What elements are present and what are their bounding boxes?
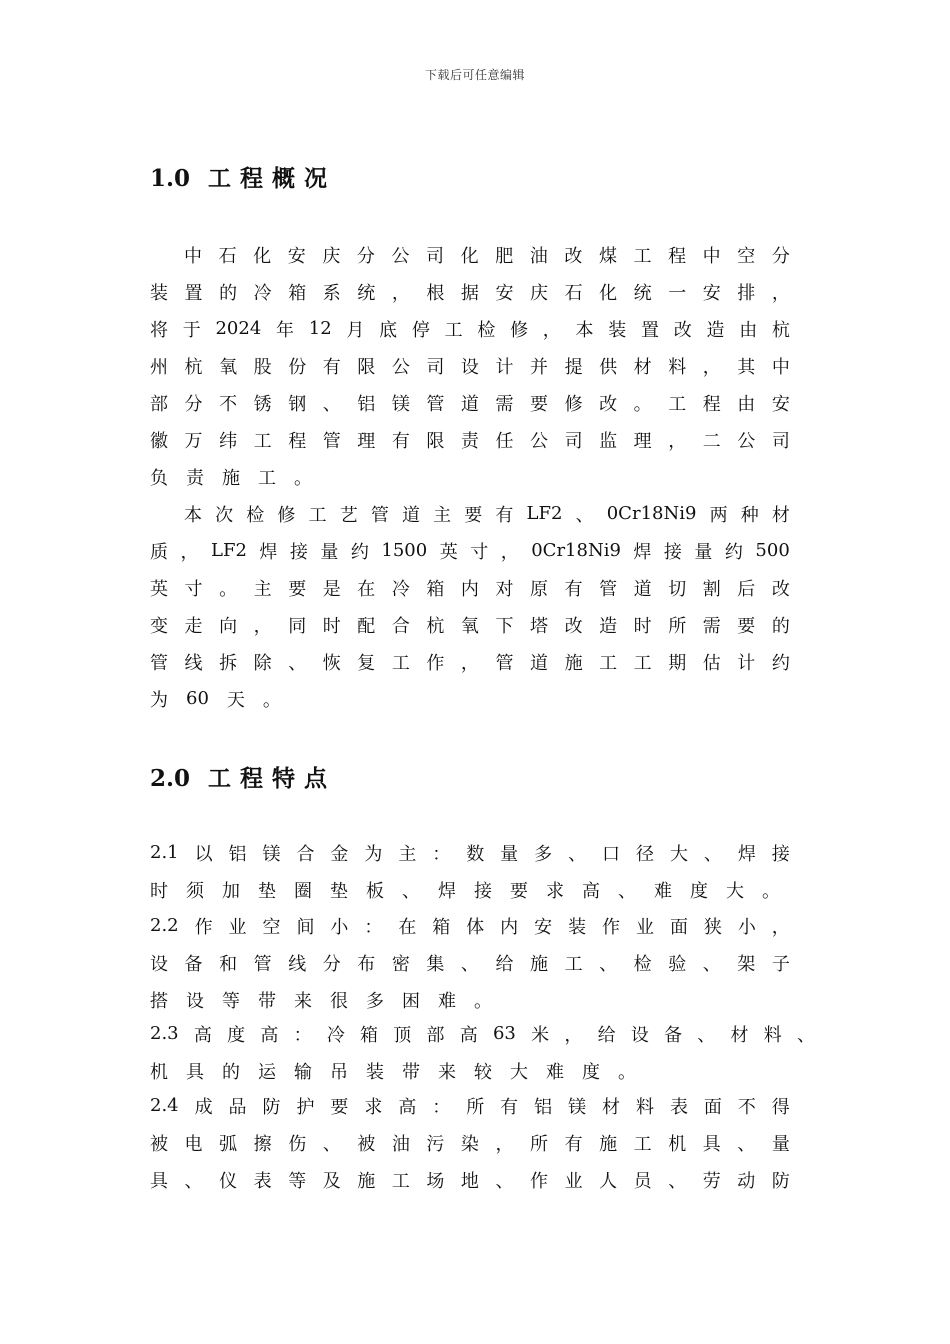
- page-header-note: 下载后可任意编辑: [424, 68, 525, 82]
- text-line: 州 杭 氧 股 份 有 限 公 司 设 计 并 提 供 材 料 ， 其 中: [150, 356, 790, 378]
- text-line: 英 寸 。 主 要 是 在 冷 箱 内 对 原 有 管 道 切 割 后 改: [150, 578, 790, 600]
- section-number: 1.0: [150, 165, 191, 192]
- feature-item-2-3: [150, 1015, 815, 1089]
- text-line: 中 石 化 安 庆 分 公 司 化 肥 油 改 煤 工 程 中 空 分: [184, 245, 790, 267]
- section-title: 工程概况: [208, 165, 337, 192]
- feature-item-2-2: [150, 907, 790, 1018]
- text-line: 2.2 作 业 空 间 小 ： 在 箱 体 内 安 装 作 业 面 狭 小 ，: [150, 915, 790, 938]
- text-line: 部 分 不 锈 钢 、 铝 镁 管 道 需 要 修 改 。 工 程 由 安: [150, 393, 790, 415]
- text-line: 负 责 施 工 。: [150, 467, 312, 489]
- text-line: 本 次 检 修 工 艺 管 道 主 要 有 LF2 、 0Cr18Ni9 两 种 材: [184, 503, 790, 526]
- section-heading-2: [150, 760, 336, 793]
- text-line: 被 电 弧 擦 伤 、 被 油 污 染 ， 所 有 施 工 机 具 、 量: [150, 1133, 790, 1155]
- text-line: 将 于 2024 年 12 月 底 停 工 检 修 ， 本 装 置 改 造 由 杭: [150, 318, 790, 341]
- text-line: 变 走 向 ， 同 时 配 合 杭 氧 下 塔 改 造 时 所 需 要 的: [150, 615, 790, 637]
- text-line: 时 须 加 垫 圈 垫 板 、 焊 接 要 求 高 、 难 度 大 。: [150, 880, 780, 902]
- text-line: 为 60 天 。: [150, 688, 281, 711]
- text-line: 2.3 高 度 高 ： 冷 箱 顶 部 高 63 米 ， 给 设 备 、 材 料 、: [150, 1023, 815, 1046]
- text-line: 质 ， LF2 焊 接 量 约 1500 英 寸 ， 0Cr18Ni9 焊 接 量 约 500: [150, 540, 790, 563]
- section-title: 工程特点: [208, 765, 337, 792]
- text-line: 设 备 和 管 线 分 布 密 集 、 给 施 工 、 检 验 、 架 子: [150, 953, 790, 975]
- text-line: 机 具 的 运 输 吊 装 带 来 较 大 难 度 。: [150, 1061, 636, 1083]
- section-number: 2.0: [150, 765, 191, 792]
- text-line: 具 、 仪 表 等 及 施 工 场 地 、 作 业 人 员 、 劳 动 防: [150, 1170, 790, 1192]
- section-heading-1: [150, 160, 336, 193]
- paragraph-overview-2: [150, 495, 790, 717]
- text-line: 2.1 以 铝 镁 合 金 为 主 ： 数 量 多 、 口 径 大 、 焊 接: [150, 842, 790, 865]
- feature-item-2-1: [150, 834, 790, 908]
- text-line: 装 置 的 冷 箱 系 统 ， 根 据 安 庆 石 化 统 一 安 排 ，: [150, 282, 790, 304]
- text-line: 搭 设 等 带 来 很 多 困 难 。: [150, 990, 492, 1012]
- paragraph-overview-1: [150, 236, 790, 495]
- text-line: 2.4 成 品 防 护 要 求 高 ： 所 有 铝 镁 材 料 表 面 不 得: [150, 1095, 790, 1118]
- text-line: 徽 万 纬 工 程 管 理 有 限 责 任 公 司 监 理 ， 二 公 司: [150, 430, 790, 452]
- text-line: 管 线 拆 除 、 恢 复 工 作 ， 管 道 施 工 工 期 估 计 约: [150, 652, 790, 674]
- feature-item-2-4: [150, 1087, 790, 1198]
